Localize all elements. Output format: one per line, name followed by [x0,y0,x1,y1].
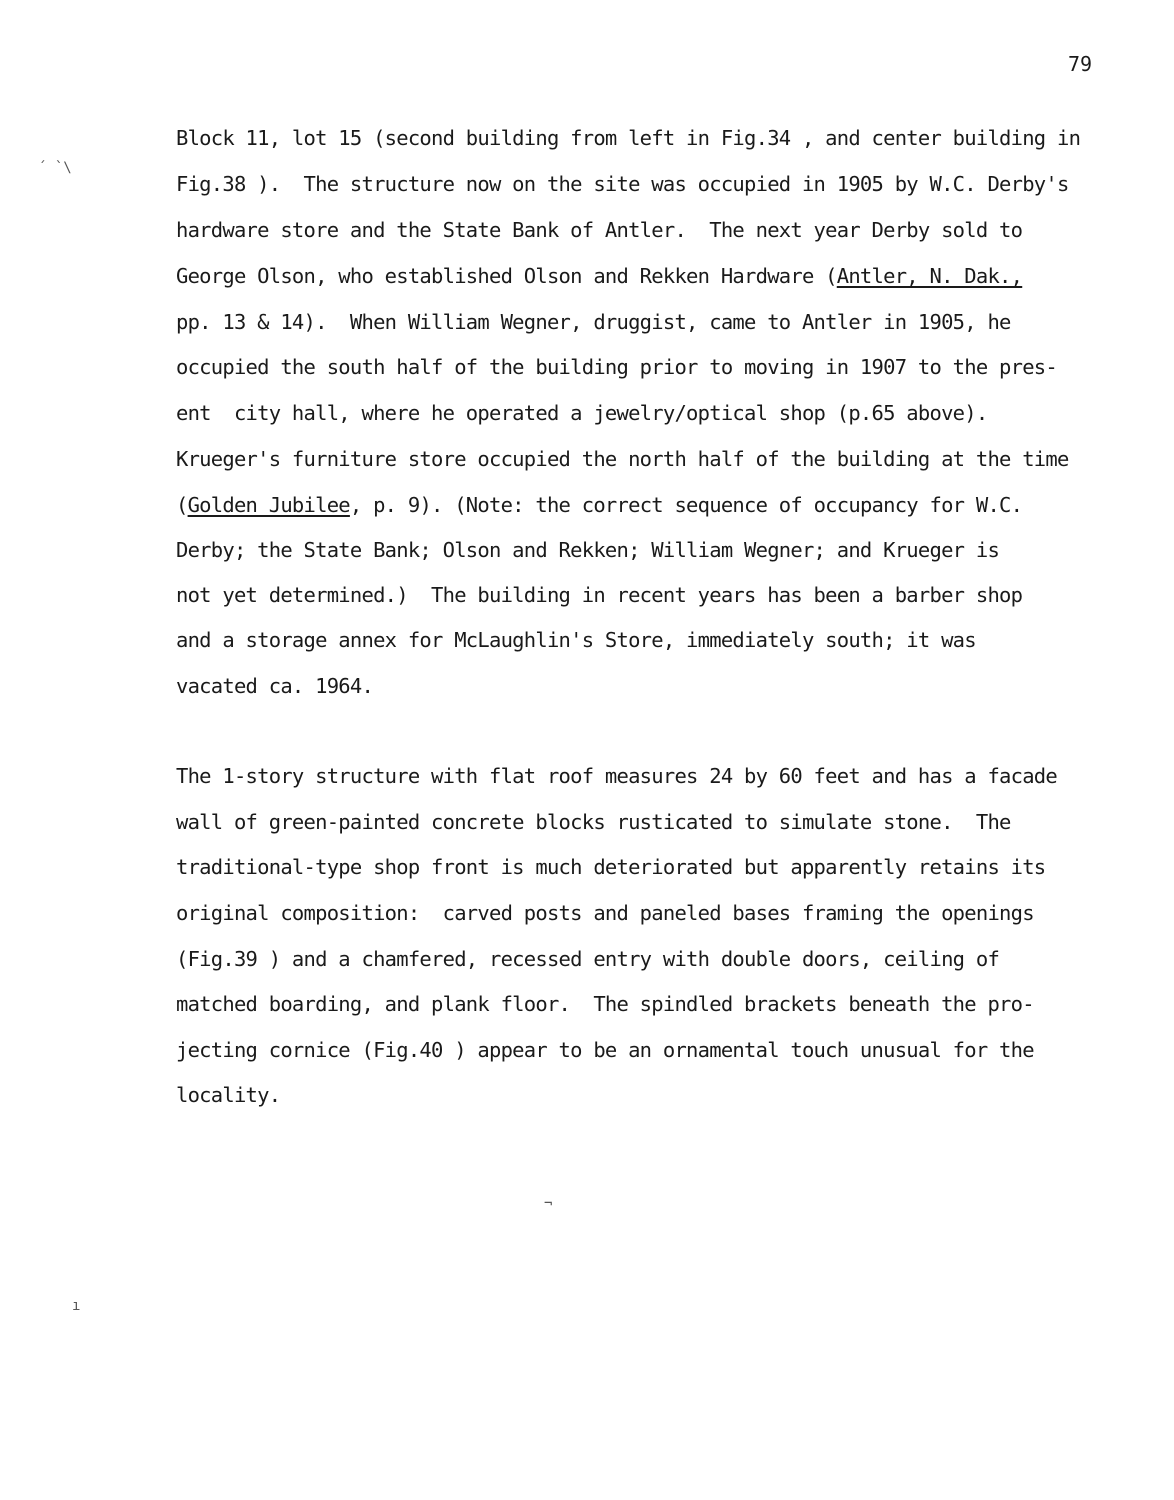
text-line [176,493,1022,517]
scan-mark: ¬ [544,1196,553,1212]
text-fragment: , p. 9). (Note: the correct sequence of occupancy for W.C. [349,493,1023,517]
text-line: not yet determined.) The building in recent years has been a barber shop [176,583,1023,607]
text-line: hardware store and the State Bank of Antler. The next year Derby sold to [176,218,1023,242]
text-fragment: George Olson, who established Olson and Rekken Hardware ( [176,264,837,288]
text-line: original composition: carved posts and paneled bases framing the openings [176,901,1034,925]
text-line: vacated ca. 1964. [176,674,374,698]
text-line: pp. 13 & 14). When William Wegner, druggist, came to Antler in 1905, he [176,310,1011,334]
text-line: occupied the south half of the building prior to moving in 1907 to the pres- [176,355,1057,379]
citation-antler: Antler, N. Dak., [836,264,1023,288]
text-line: The 1-story structure with flat roof measures 24 by 60 feet and has a facade [176,764,1057,788]
text-fragment: ( [176,493,188,517]
text-line: ent city hall, where he operated a jewelry/optical shop (p.65 above). [176,401,988,425]
text-line: and a storage annex for McLaughlin's Store, immediately south; it was [176,628,976,652]
text-line: Krueger's furniture store occupied the north half of the building at the time [176,447,1069,471]
text-line: matched boarding, and plank floor. The spindled brackets beneath the pro- [176,992,1034,1016]
text-line: traditional-type shop front is much deteriorated but apparently retains its [176,855,1046,879]
text-line: (Fig.39 ) and a chamfered, recessed entry with double doors, ceiling of [176,947,1000,971]
text-line: Derby; the State Bank; Olson and Rekken; William Wegner; and Krueger is [176,538,1000,562]
text-line: Fig.38 ). The structure now on the site was occupied in 1905 by W.C. Derby's [176,172,1069,196]
citation-golden-jubilee: Golden Jubilee [187,493,350,517]
text-line: jecting cornice (Fig.40 ) appear to be an ornamental touch unusual for the [176,1038,1034,1062]
scan-mark: ´ `\ [38,160,72,176]
text-line: wall of green-painted concrete blocks rusticated to simulate stone. The [176,810,1011,834]
text-line: Block 11, lot 15 (second building from left in Fig.34 , and center building in [176,126,1081,150]
scan-mark: ı [72,1298,81,1314]
page-number: 79 [1068,52,1093,76]
text-line: locality. [176,1083,281,1107]
text-line [176,264,1022,288]
